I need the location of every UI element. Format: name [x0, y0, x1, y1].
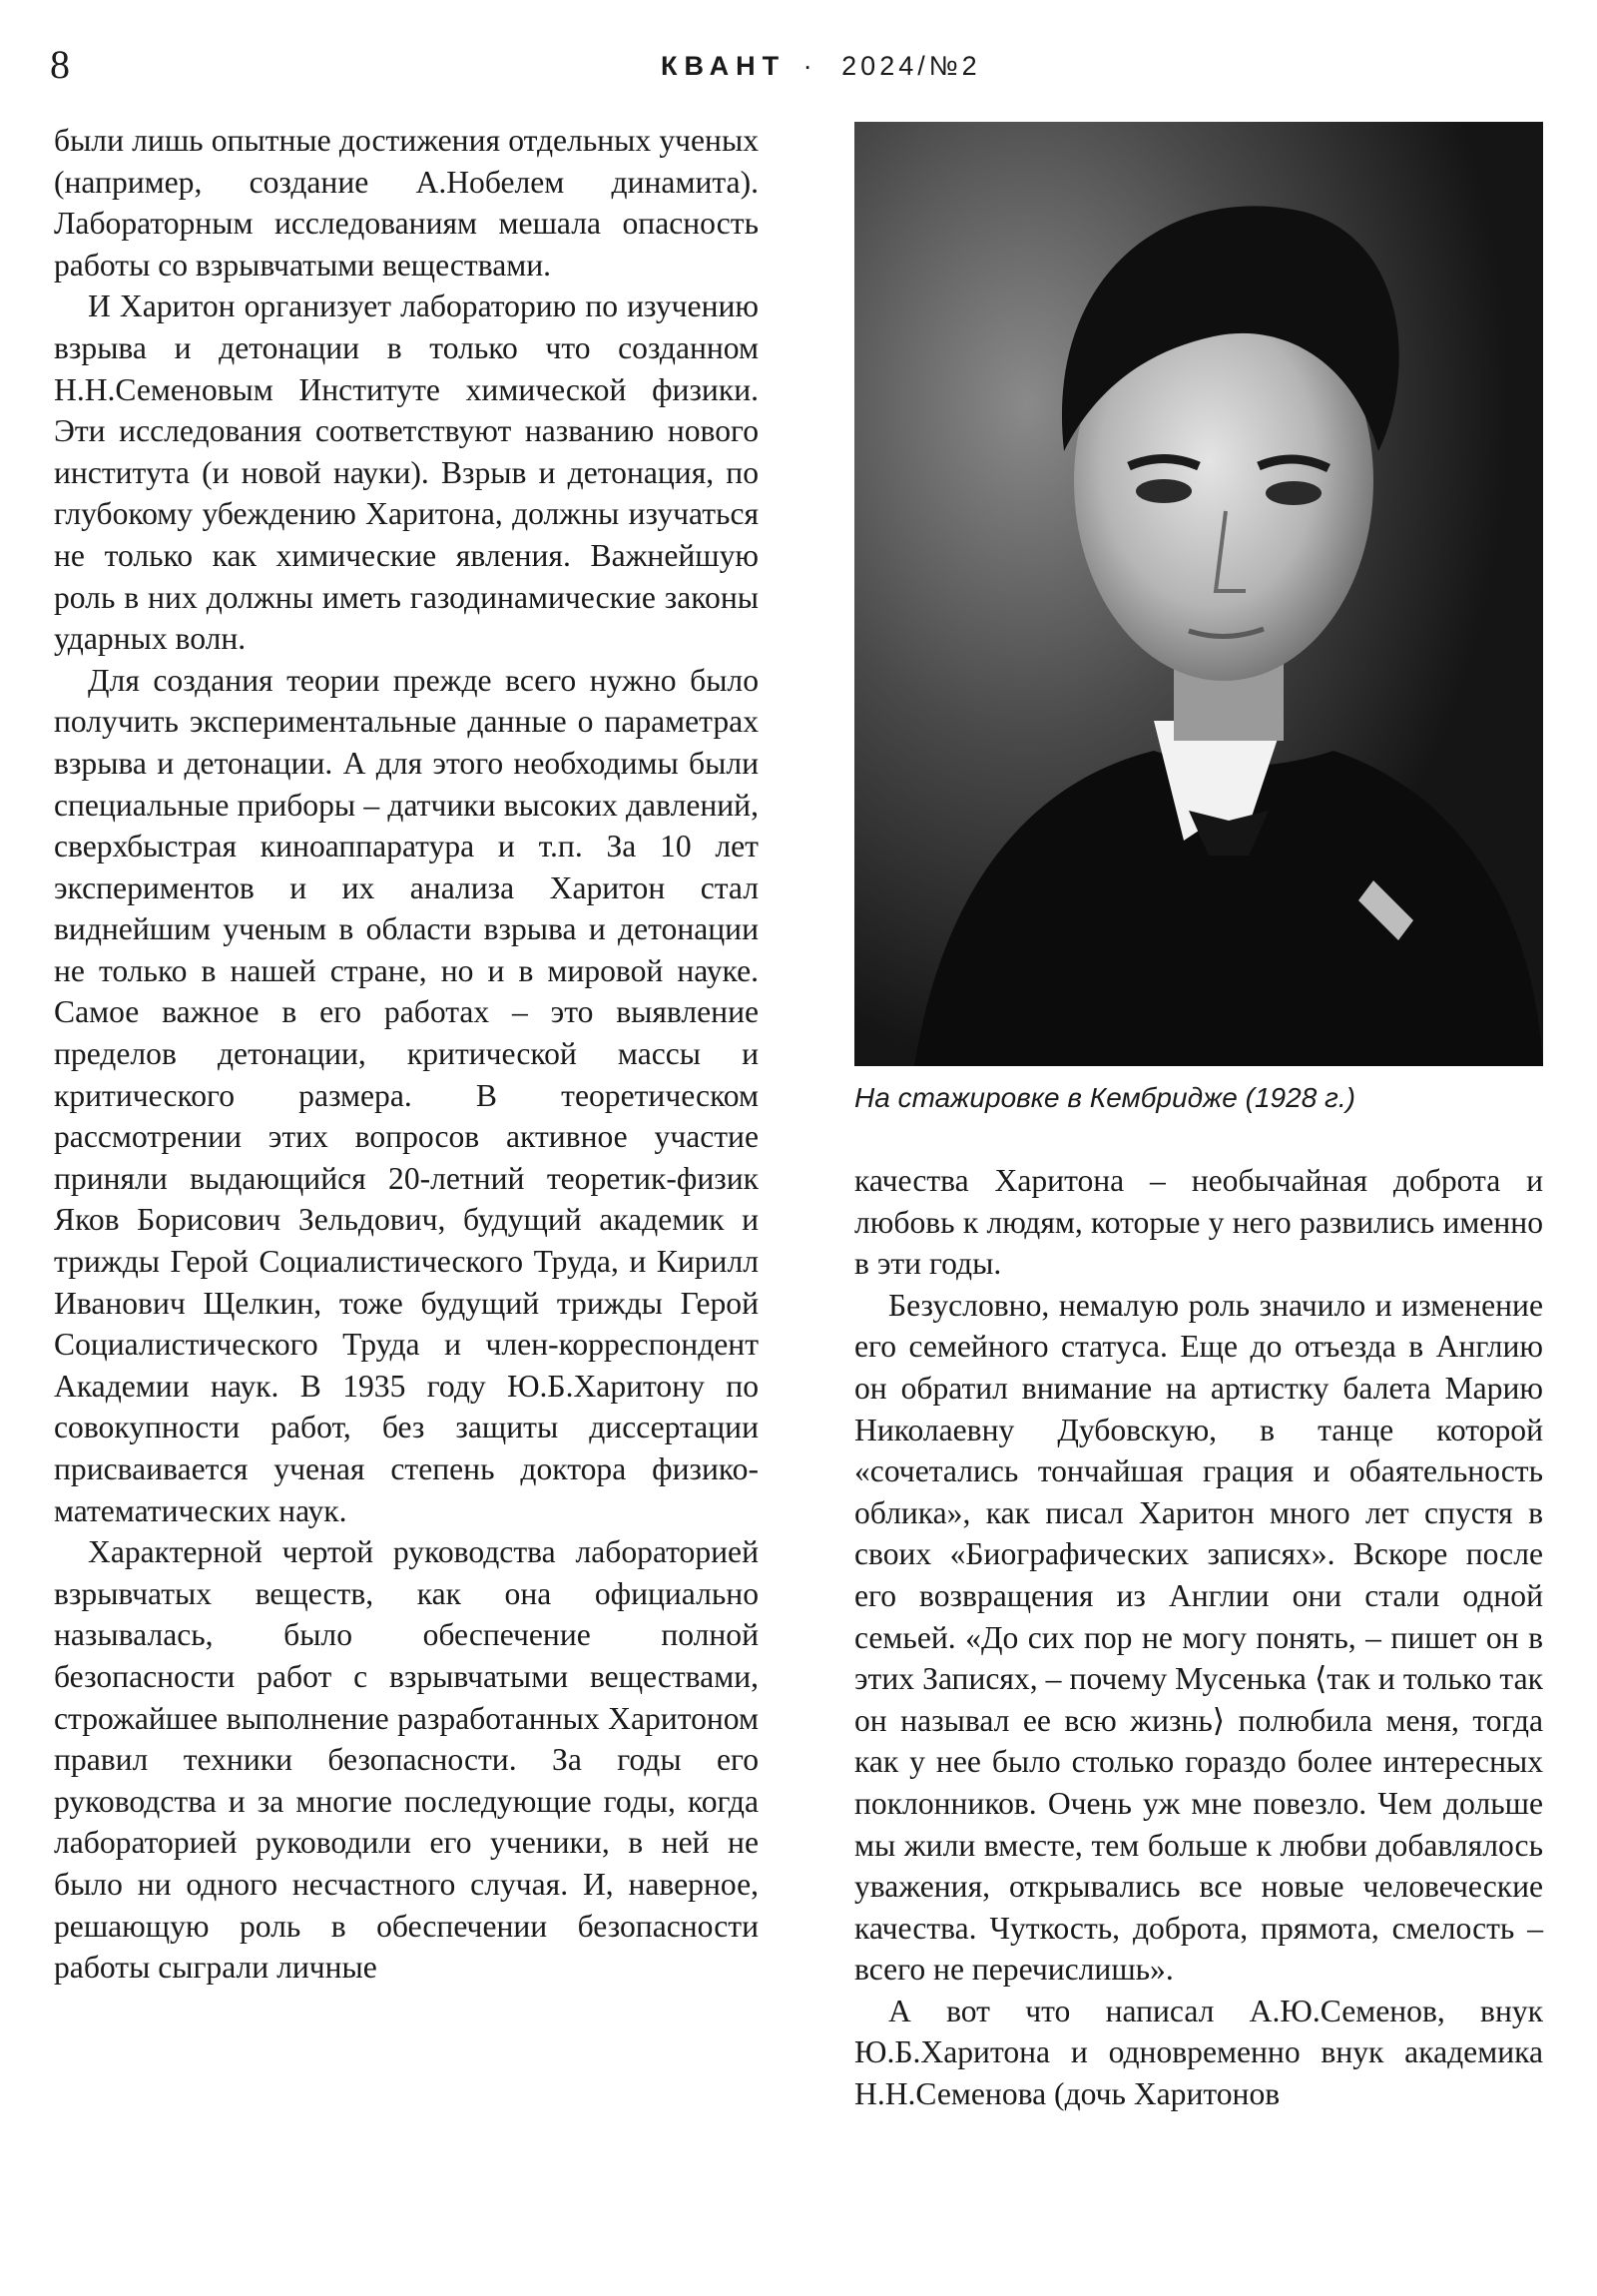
issue-number: 2024/№2	[841, 51, 981, 81]
paragraph: И Харитон организует лабораторию по изучению взрыва и детонации в только что созданном Н.Н.Семеновым Институте химической физики. Эти исследования соответствуют названию нового института (и новой науки). Взрыв и детонация, по глубокому убеждению Харитона, должны изучаться не только как химические явления. Важнейшую роль в них должны иметь газодинамические законы ударных волн.	[54, 288, 759, 657]
journal-name: КВАНТ	[661, 51, 787, 81]
left-column	[54, 120, 759, 1989]
paragraph: Для создания теории прежде всего нужно было получить экспериментальные данные о параметрах взрыва и детонации. А для этого необходимы были специальные приборы – датчики высоких давлений, сверхбыстрая киноаппаратура и т.п. За 10 лет экспериментов и их анализа Харитон стал виднейшим ученым в области взрыва и детонации не только в нашей стране, но и в мировой науке. Самое важное в его работах – это выявление пределов детонации, критической массы и критического размера. В теоретическом рассмотрении этих вопросов активное участие приняли выдающийся 20-летний теоретик-физик Яков Борисович Зельдович, будущий академик и трижды Герой Социалистического Труда, и Кирилл Иванович Щелкин, тоже будущий трижды Герой Социалистического Труда и член-корреспондент Академии наук. В 1935 году Ю.Б.Харитону по совокупности работ, без защиты диссертации присваивается ученая степень доктора физико-математических наук.	[54, 662, 759, 1528]
portrait-photo	[854, 122, 1543, 1066]
photo-caption: На стажировке в Кембридже (1928 г.)	[854, 1082, 1355, 1113]
header-separator: ·	[802, 51, 816, 81]
page-header	[50, 40, 1547, 90]
paragraph: Безусловно, немалую роль значило и изменение его семейного статуса. Еще до отъезда в Англию он обратил внимание на артистку балета Марию Николаевну Дубовскую, в танце которой «сочетались тончайшая грация и обаятельность облика», как писал Харитон много лет спустя в своих «Биографических записях». Вскоре после его возвращения из Англии они стали одной семьей. «До сих пор не могу понять, – пишет он в этих Записях, – почему Мусенька ⟨так и только так он называл ее всю жизнь⟩ полюбила меня, тогда как у нее было столько гораздо более интересных поклонников. Очень уж мне повезло. Чем дольше мы жили вместе, тем больше к любви добавлялось уважения, открывались все новые человеческие качества. Чуткость, доброта, прямота, смелость – всего не перечислишь».	[854, 1287, 1543, 1988]
portrait-photo-icon	[854, 122, 1543, 1066]
right-column	[854, 1160, 1543, 2115]
paragraph: были лишь опытные достижения отдельных ученых (например, создание А.Нобелем динамита). Лабораторным исследованиям мешала опасность работы со взрывчатыми веществами.	[54, 123, 759, 283]
paragraph: качества Харитона – необычайная доброта и любовь к людям, которые у него развились именно в эти годы.	[854, 1163, 1543, 1282]
running-head	[661, 46, 981, 86]
paragraph: Характерной чертой руководства лабораторией взрывчатых веществ, как она официально называлась, было обеспечение полной безопасности работ с взрывчатыми веществами, строжайшее выполнение разработанных Харитоном правил техники безопасности. За годы его руководства и за многие последующие годы, когда лабораторией руководили его ученики, в ней не было ни одного несчастного случая. И, наверное, решающую роль в обеспечении безопасности работы сыграли личные	[54, 1534, 759, 1986]
paragraph: А вот что написал А.Ю.Семенов, внук Ю.Б.Харитона и одновременно внук академика Н.Н.Семенова (дочь Харитонов	[854, 1993, 1543, 2112]
page-number: 8	[50, 42, 70, 87]
